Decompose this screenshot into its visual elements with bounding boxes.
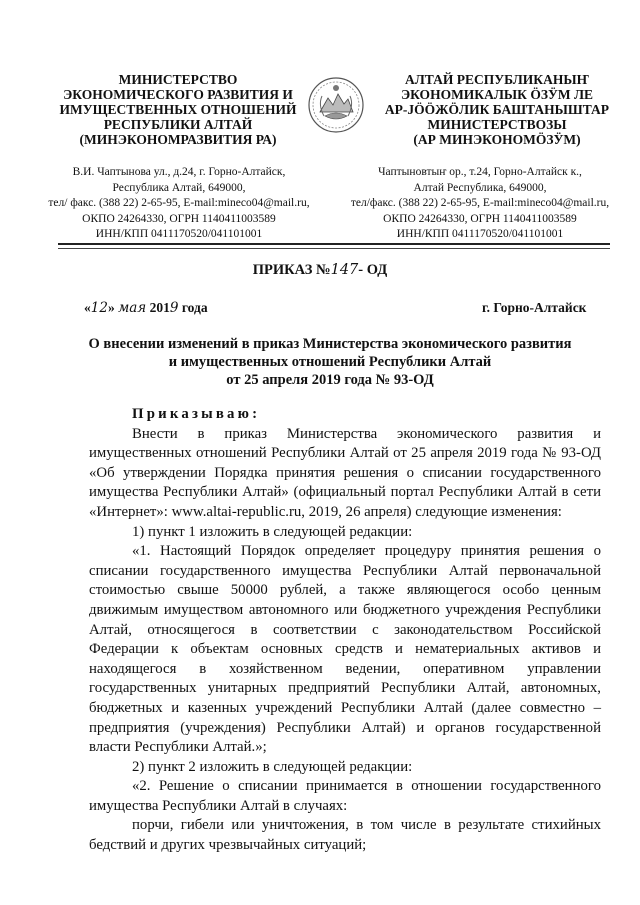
date-year-digit: 9 <box>169 300 179 316</box>
paragraph: 1) пункт 1 изложить в следующей редакции: <box>132 523 413 540</box>
address-line: ИНН/КПП 0411170520/041101001 <box>95 228 263 240</box>
ministry-name-altai <box>372 72 622 147</box>
header-divider-thin <box>58 248 610 249</box>
address-line: Алтай Республика, 649000, <box>413 181 547 194</box>
address-russian <box>48 165 310 243</box>
header-line: (АР МИНЭКОНОМӦЗӰМ) <box>413 132 581 147</box>
order-body <box>89 405 601 856</box>
address-line: ИНН/КПП 0411170520/041101001 <box>396 228 564 240</box>
subject-line: и имущественных отношений Республики Алтай <box>168 354 492 370</box>
address-line: тел/факс. (388 22) 2-65-95, E-mail:mineco04@mail.ru, <box>350 197 610 209</box>
city: г. Горно-Алтайск <box>482 300 587 315</box>
header-line: (МИНЭКОНОМРАЗВИТИЯ РА) <box>79 132 277 147</box>
header-line: ИМУЩЕСТВЕННЫХ ОТНОШЕНИЙ <box>59 102 297 117</box>
order-title <box>0 262 640 279</box>
order-subject <box>60 335 600 389</box>
paragraph: «2. Решение о списании принимается в отношении государственного имущества Республики Алтай в случаях: <box>89 778 601 814</box>
header-line: МИНИСТЕРСТВОЗЫ <box>427 117 567 132</box>
date-day: 12 <box>90 300 108 316</box>
address-line: тел/ факс. (388 22) 2-65-95, E-mail:mineco04@mail.ru, <box>48 197 310 209</box>
address-line: В.И. Чаптынова ул., д.24, г. Горно-Алтайск, <box>72 166 286 178</box>
date-quote: » <box>107 300 115 315</box>
paragraph: «1. Настоящий Порядок определяет процедуру принятия решения о списании государственного имущества Республики Алтай первоначальной стоимостью свыше 50000 рублей, а также являющегося особо ценным движимым имуществом автономного или бюджетного учреждения Республики Алтай, относящегося в соответствии с законодательством Российской Федерации к объектам основных средств и нематериальных активов и находящегося в хозяйственном ведении, оперативном управлении государственных унитарных предприятий Республики Алтай, автономных, бюджетных и казенных учреждений Республики Алтай (далее совместно – предприятия (учреждения) Республики Алтай) и органов государственной власти Республики Алтай.»; <box>89 543 601 756</box>
address-line: Республика Алтай, 649000, <box>112 181 246 194</box>
address-line: ОКПО 24264330, ОГРН 1140411003589 <box>383 212 577 225</box>
date-year-prefix: 201 <box>149 300 170 315</box>
header-line: МИНИСТЕРСТВО <box>118 72 238 87</box>
ministry-name-russian <box>48 72 308 147</box>
header-line: ЭКОНОМИЧЕСКОГО РАЗВИТИЯ И <box>63 87 293 102</box>
header-divider <box>58 243 610 245</box>
order-date <box>84 300 208 316</box>
address-altai <box>340 165 620 243</box>
republic-altai-coat-of-arms-icon <box>306 72 366 138</box>
subject-line: от 25 апреля 2019 года № 93-ОД <box>226 372 434 388</box>
subject-line: О внесении изменений в приказ Министерства экономического развития <box>88 336 572 352</box>
date-quote: « <box>84 300 91 315</box>
header-line: АР-JӦӦЖӦЛИК БАШТАНЫШТАР <box>384 102 610 117</box>
order-directive: Приказываю: <box>132 406 261 422</box>
paragraph: 2) пункт 2 изложить в следующей редакции: <box>132 758 413 775</box>
order-number: 147 <box>330 262 359 278</box>
date-suffix: года <box>181 300 208 315</box>
header-line: ЭКОНОМИКАЛЫК ӦЗӰМ ЛЕ <box>400 87 594 102</box>
address-line: ОКПО 24264330, ОГРН 1140411003589 <box>82 212 276 225</box>
date-month: мая <box>118 300 147 316</box>
paragraph: Внести в приказ Министерства экономического развития и имущественных отношений Республики Алтай от 25 апреля 2019 года № 93-ОД «Об утверждении Порядка принятия решения о списании государственного имущества Республики Алтай» (официальный портал Республики Алтай в сети «Интернет»: www.altai-republic.ru, 2019, 26 апреля) следующие изменения: <box>89 425 601 520</box>
address-line: Чаптыновтыҥ ор., т.24, Горно-Алтайск к., <box>378 166 582 178</box>
order-title-suffix: - ОД <box>358 262 388 278</box>
header-line: АЛТАЙ РЕСПУБЛИКАНЫҤ <box>404 72 590 87</box>
header-line: РЕСПУБЛИКИ АЛТАЙ <box>103 117 253 132</box>
order-title-prefix: ПРИКАЗ № <box>252 262 331 278</box>
paragraph: порчи, гибели или уничтожения, в том числе в результате стихийных бедствий и других чрезвычайных ситуаций; <box>89 817 601 854</box>
